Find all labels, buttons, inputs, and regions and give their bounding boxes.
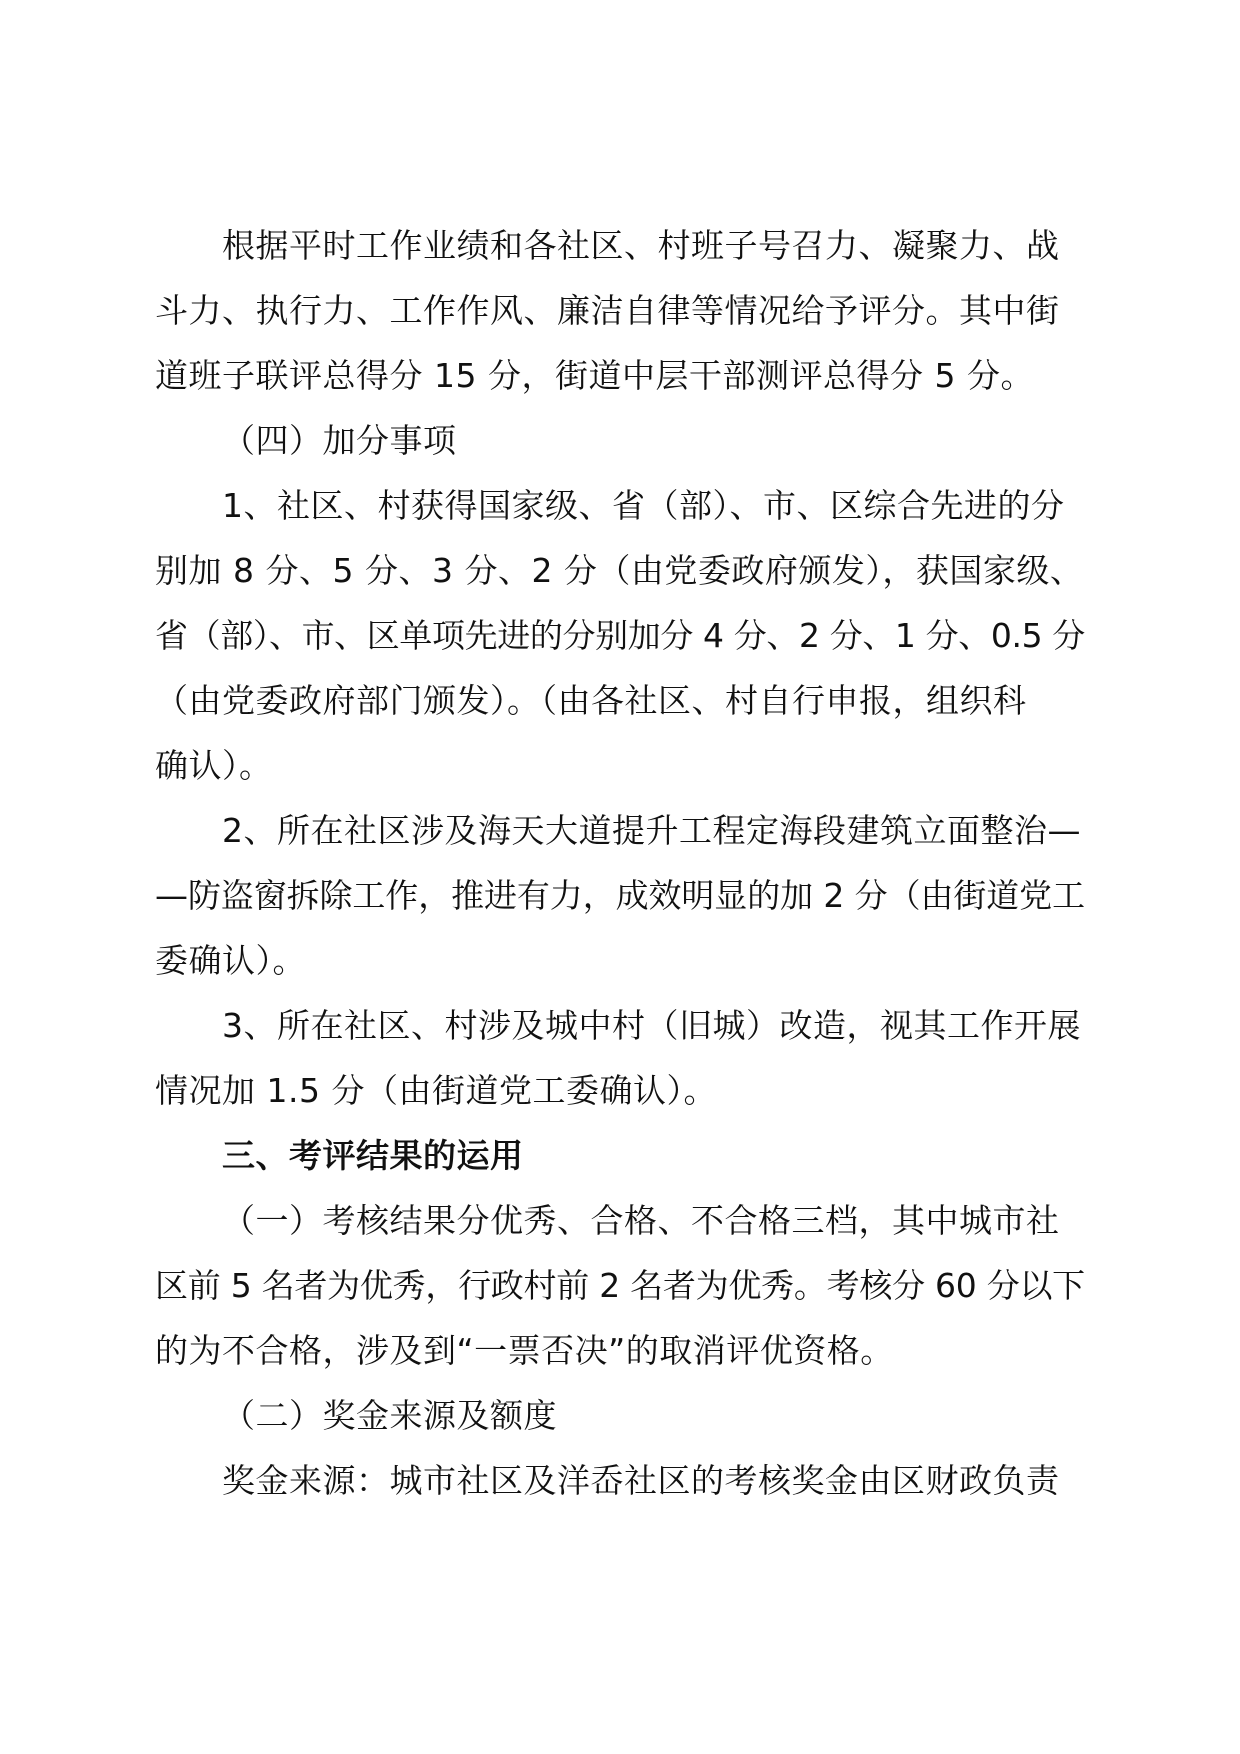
paragraph-line: 1、社区、村获得国家级、省（部）、市、区综合先进的分 bbox=[222, 486, 1065, 525]
paragraph-line: 的为不合格，涉及到“一票否决”的取消评优资格。 bbox=[155, 1331, 894, 1370]
paragraph-line: 别加 8 分、5 分、3 分、2 分（由党委政府颁发），获国家级、 bbox=[155, 551, 1084, 590]
paragraph-line: 3、所在社区、村涉及城中村（旧城）改造，视其工作开展 bbox=[222, 1006, 1081, 1045]
paragraph-line: 委确认）。 bbox=[155, 941, 306, 980]
section-heading: 三、考评结果的运用 bbox=[222, 1136, 524, 1175]
paragraph-line: 斗力、执行力、工作作风、廉洁自律等情况给予评分。其中街 bbox=[155, 291, 1060, 330]
paragraph-line: 省（部）、市、区单项先进的分别加分 4 分、2 分、1 分、0.5 分 bbox=[155, 616, 1085, 655]
paragraph-line: （由党委政府部门颁发）。（由各社区、村自行申报，组织科 bbox=[155, 681, 1027, 720]
paragraph-line: 确认）。 bbox=[155, 746, 273, 785]
paragraph-line: （一）考核结果分优秀、合格、不合格三档，其中城市社 bbox=[222, 1201, 1060, 1240]
paragraph-line: 情况加 1.5 分（由街道党工委确认）。 bbox=[155, 1071, 717, 1110]
paragraph-line: 根据平时工作业绩和各社区、村班子号召力、凝聚力、战 bbox=[222, 226, 1060, 265]
paragraph-line: 道班子联评总得分 15 分，街道中层干部测评总得分 5 分。 bbox=[155, 356, 1034, 395]
paragraph-line: 2、所在社区涉及海天大道提升工程定海段建筑立面整治— bbox=[222, 811, 1081, 850]
paragraph-line: 区前 5 名者为优秀，行政村前 2 名者为优秀。考核分 60 分以下 bbox=[155, 1266, 1085, 1305]
section-subheading: （四）加分事项 bbox=[222, 421, 457, 460]
paragraph-line: 奖金来源：城市社区及洋岙社区的考核奖金由区财政负责 bbox=[222, 1461, 1060, 1500]
paragraph-line: —防盗窗拆除工作，推进有力，成效明显的加 2 分（由街道党工 bbox=[155, 876, 1085, 915]
section-subheading: （二）奖金来源及额度 bbox=[222, 1396, 557, 1435]
